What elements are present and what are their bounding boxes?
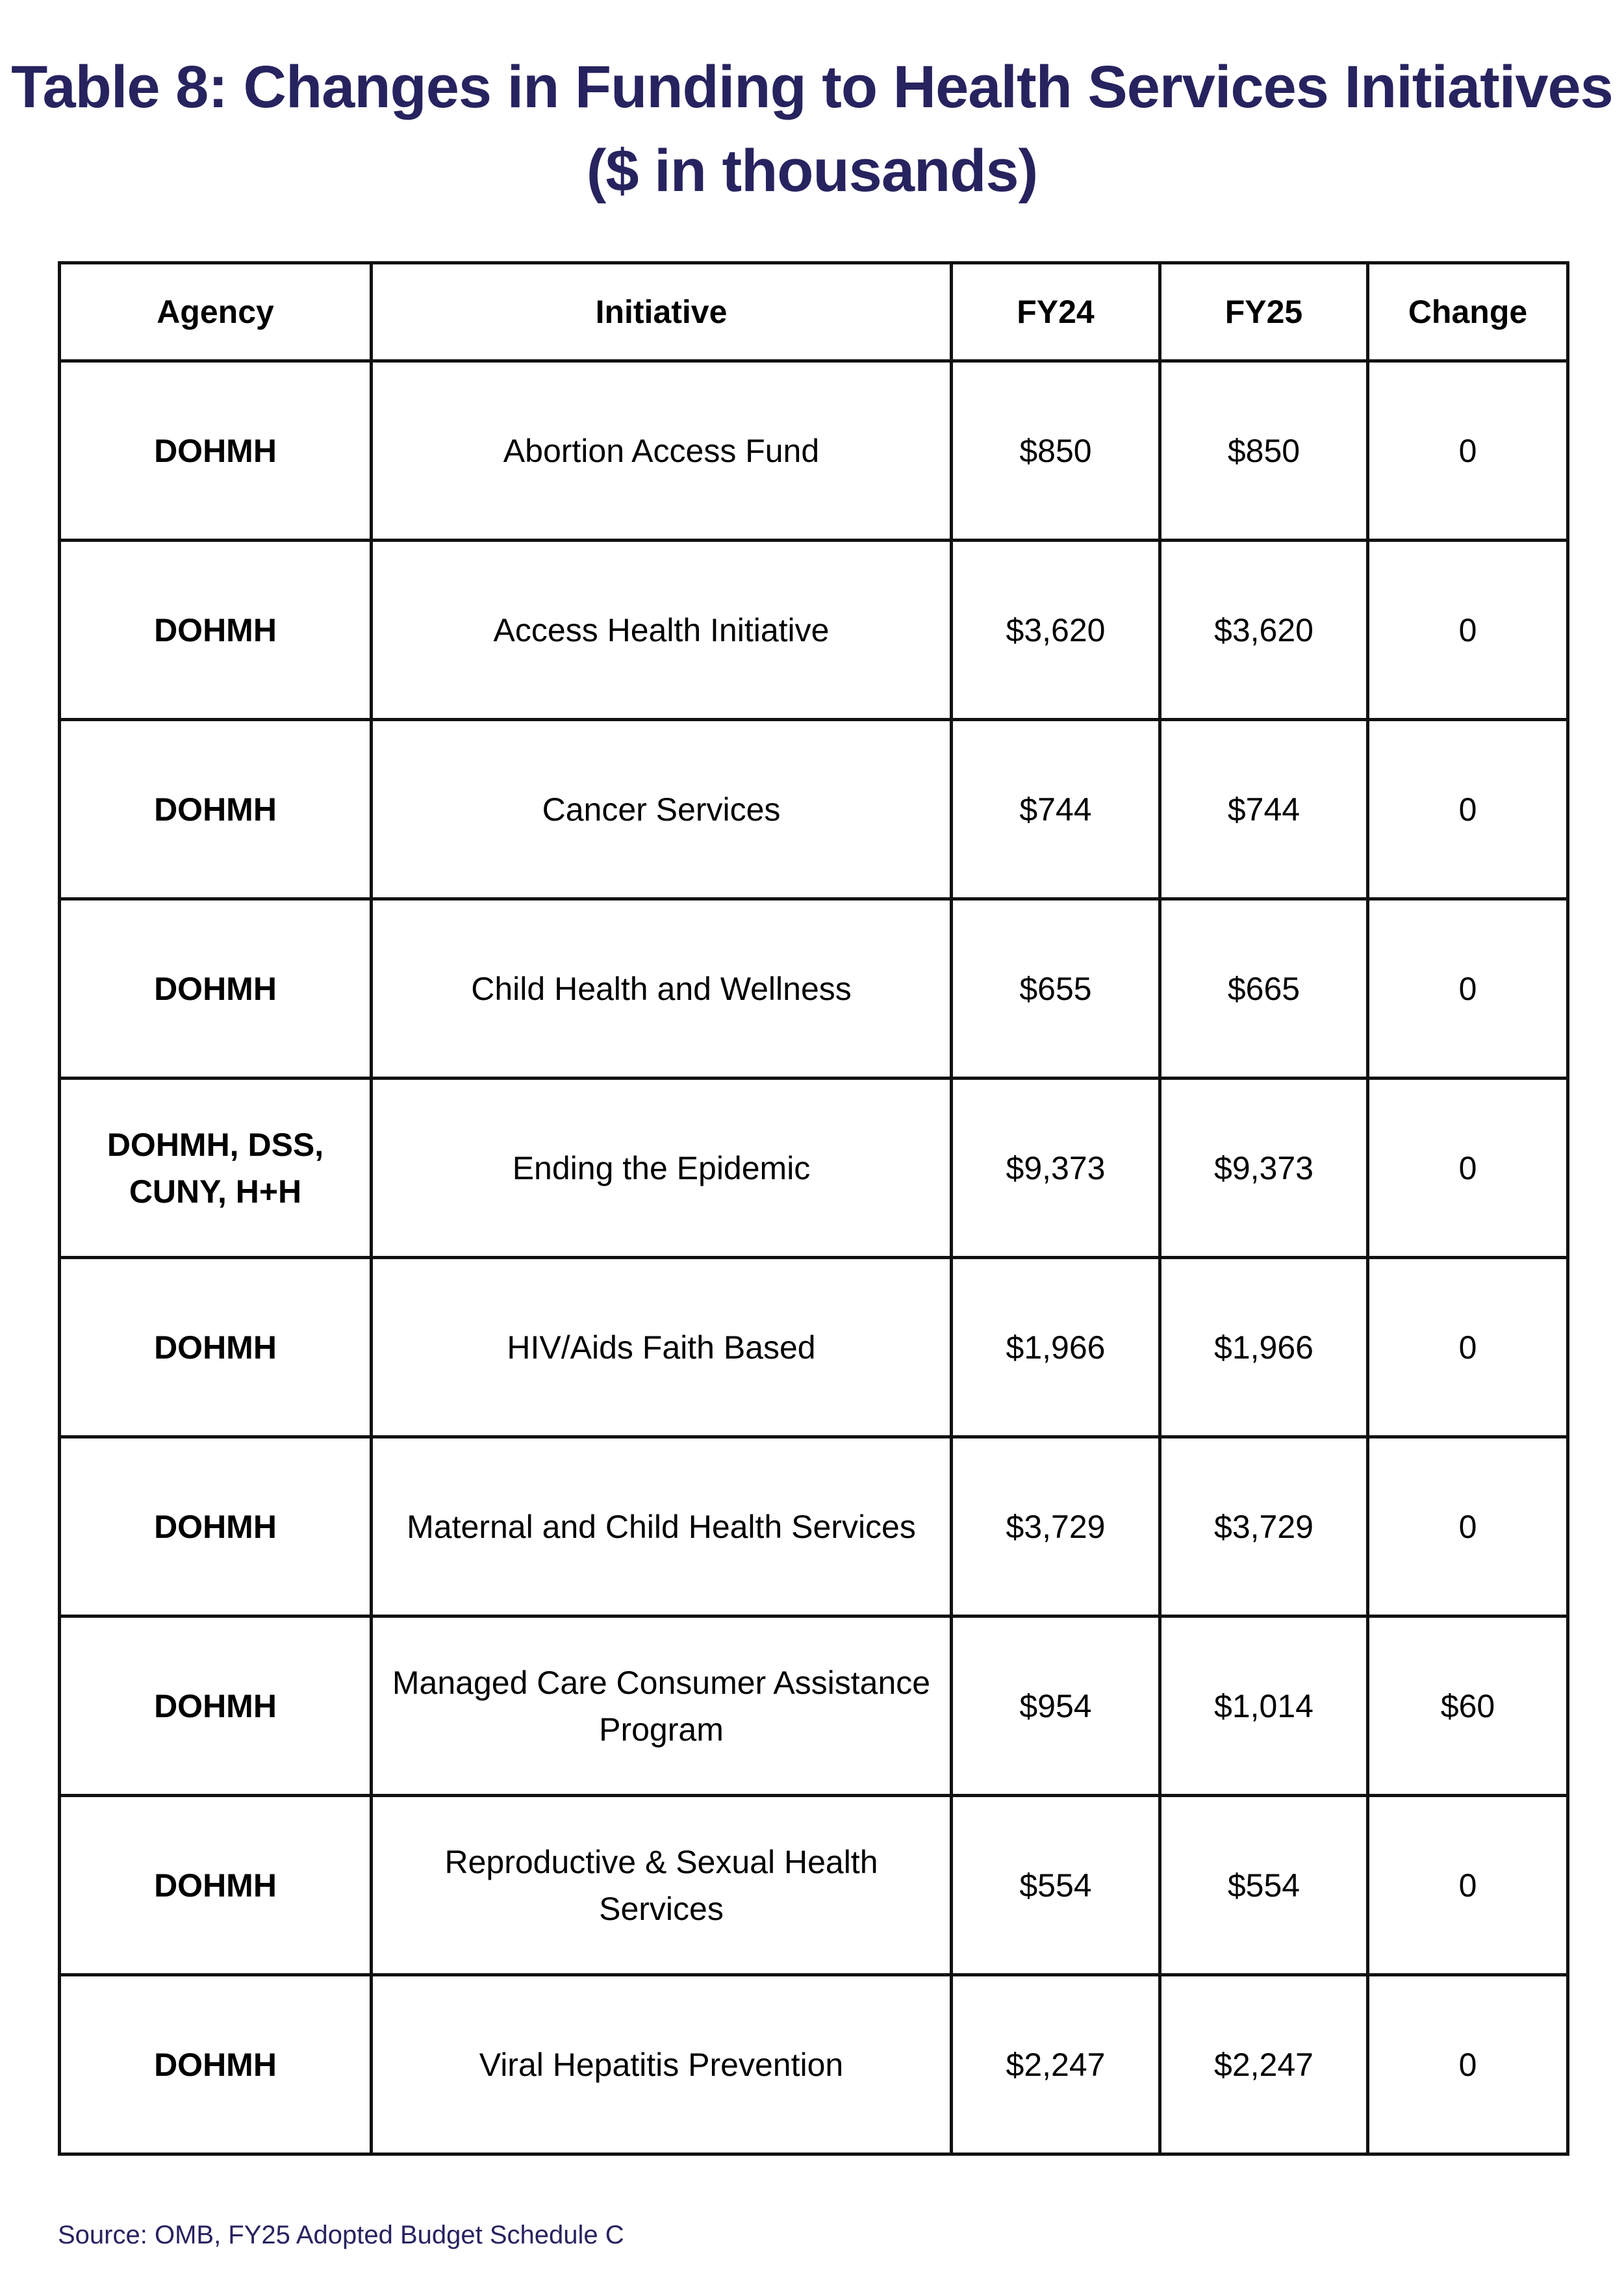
fy25-cell: $2,247 [1160, 1975, 1368, 2154]
agency-cell: DOHMH [60, 1975, 372, 2154]
column-header-fy25: FY25 [1160, 263, 1368, 361]
fy25-cell: $665 [1160, 899, 1368, 1079]
fy24-cell: $2,247 [952, 1975, 1160, 2154]
change-cell: 0 [1368, 1796, 1568, 1975]
initiative-cell: Child Health and Wellness [372, 899, 952, 1079]
table-row [60, 1975, 1568, 2154]
fy24-cell: $954 [952, 1616, 1160, 1796]
agency-cell: DOHMH [60, 1437, 372, 1616]
funding-table [58, 261, 1569, 2156]
initiative-cell: Abortion Access Fund [372, 361, 952, 541]
table-row [60, 720, 1568, 899]
header-row [60, 263, 1568, 361]
initiative-cell: HIV/Aids Faith Based [372, 1258, 952, 1437]
source-note: Source: OMB, FY25 Adopted Budget Schedule C [58, 2221, 624, 2249]
fy25-cell: $3,729 [1160, 1437, 1368, 1616]
fy25-cell: $9,373 [1160, 1079, 1368, 1258]
fy24-cell: $1,966 [952, 1258, 1160, 1437]
initiative-cell: Cancer Services [372, 720, 952, 899]
change-cell: 0 [1368, 361, 1568, 541]
agency-cell: DOHMH [60, 1796, 372, 1975]
change-cell: 0 [1368, 1079, 1568, 1258]
table-row [60, 899, 1568, 1079]
agency-cell: DOHMH [60, 720, 372, 899]
table-row [60, 1258, 1568, 1437]
fy24-cell: $554 [952, 1796, 1160, 1975]
change-cell: 0 [1368, 1975, 1568, 2154]
change-cell: 0 [1368, 1437, 1568, 1616]
column-header-fy24: FY24 [952, 263, 1160, 361]
initiative-cell: Reproductive & Sexual Health Services [372, 1796, 952, 1975]
fy24-cell: $850 [952, 361, 1160, 541]
fy24-cell: $3,620 [952, 541, 1160, 720]
table-title: Table 8: Changes in Funding to Health Services Initiatives ($ in thousands) [11, 54, 1613, 204]
column-header-change: Change [1368, 263, 1568, 361]
change-cell: $60 [1368, 1616, 1568, 1796]
change-cell: 0 [1368, 541, 1568, 720]
column-header-agency: Agency [60, 263, 372, 361]
fy25-cell: $3,620 [1160, 541, 1368, 720]
column-header-initiative: Initiative [372, 263, 952, 361]
agency-cell: DOHMH [60, 541, 372, 720]
table-row [60, 1616, 1568, 1796]
change-cell: 0 [1368, 720, 1568, 899]
agency-cell: DOHMH [60, 1258, 372, 1437]
table-row [60, 1796, 1568, 1975]
fy25-cell: $744 [1160, 720, 1368, 899]
fy24-cell: $655 [952, 899, 1160, 1079]
initiative-cell: Viral Hepatitis Prevention [372, 1975, 952, 2154]
fy25-cell: $554 [1160, 1796, 1368, 1975]
fy24-cell: $744 [952, 720, 1160, 899]
fy25-cell: $1,966 [1160, 1258, 1368, 1437]
fy24-cell: $9,373 [952, 1079, 1160, 1258]
agency-cell: DOHMH [60, 1616, 372, 1796]
change-cell: 0 [1368, 1258, 1568, 1437]
initiative-cell: Maternal and Child Health Services [372, 1437, 952, 1616]
agency-cell: DOHMH, DSS, CUNY, H+H [60, 1079, 372, 1258]
table-row [60, 361, 1568, 541]
table-row [60, 1079, 1568, 1258]
agency-cell: DOHMH [60, 899, 372, 1079]
fy25-cell: $850 [1160, 361, 1368, 541]
fy24-cell: $3,729 [952, 1437, 1160, 1616]
initiative-cell: Managed Care Consumer Assistance Program [372, 1616, 952, 1796]
change-cell: 0 [1368, 899, 1568, 1079]
table-row [60, 541, 1568, 720]
fy25-cell: $1,014 [1160, 1616, 1368, 1796]
table-row [60, 1437, 1568, 1616]
agency-cell: DOHMH [60, 361, 372, 541]
initiative-cell: Ending the Epidemic [372, 1079, 952, 1258]
initiative-cell: Access Health Initiative [372, 541, 952, 720]
